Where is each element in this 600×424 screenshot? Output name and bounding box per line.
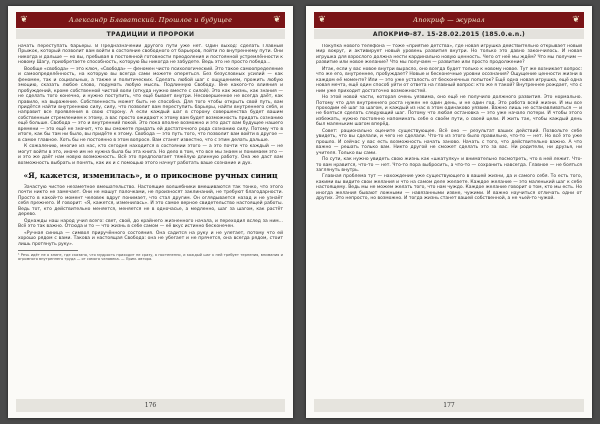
paragraph: Но этой новой части, которая очень уязвима, оно ещё не получило должного развития. Это нормально. Потому что для внутреннего роста нужен не один день, и не один год. Это работа всей жизни. И мы все проходим её шаг за шагом, и каждый из нас в этом одинаково уязвим. Важно лишь не останавливаться — и не бояться сделать следующий шаг. Потому что любая остановка — это уже начало потери. И чтобы этого избежать, нужно постоянно напоминать себе о своём пути, о своей цели. И жить так, чтобы каждый день был маленьким шагом вперёд. bbox=[316, 95, 582, 128]
right-page bbox=[306, 6, 592, 418]
right-running-title: Апокриф — журнал bbox=[413, 16, 485, 24]
left-page-body bbox=[18, 44, 283, 394]
footnote: ¹ Речь идёт не о книге, где сказано, что мудрость приходит не сразу, а постепенно, и каждый шаг к ней требует терпения, внимания и огромного внутреннего труда — от самого человека. — Прим. автора. bbox=[18, 252, 283, 262]
flame-emblem-icon: ❦ bbox=[20, 15, 28, 25]
paragraph: «Ручная синица — символ приручённого состояния. Она садится на руку и не улетает, потому что ей хорошо рядом с вами. Такова и настоящая Свобода: она не убегает и не прячется, она всегда рядом, стоит лишь протянуть руку». bbox=[18, 230, 283, 247]
quote-heading: «Я, кажется, изменилась», и о прикоснове ручных синиц bbox=[23, 170, 278, 180]
right-page-body bbox=[316, 44, 582, 394]
page-number: 176 bbox=[144, 402, 157, 409]
flame-emblem-icon: ❦ bbox=[572, 15, 580, 25]
left-section-title: ТРАДИЦИИ И ПРОРОКИ bbox=[16, 29, 285, 39]
left-page bbox=[8, 6, 293, 418]
left-footer bbox=[16, 399, 285, 412]
right-section-title: АПОКРИФ-87. 15-28.02.2015 (185.0.e.n.) bbox=[314, 29, 584, 39]
flame-emblem-icon: ❦ bbox=[273, 15, 281, 25]
left-running-header bbox=[16, 12, 285, 28]
paragraph: К сожалению, многие из нас, кто сегодня находится в состоянии этого — а это почти что каждый — не могут войти в это, иначе им не нужна была бы эта книга. Но дело в том, что все мы знаем и понимаем это — и это же даёт нам новую возможность. Всё это предполагает тяжёлую длинную работу. Она же даст вам возможность выбрать и понять, как их и с помощью этого начнут работать ваше сознание и дух. bbox=[18, 144, 283, 166]
page-number: 177 bbox=[443, 402, 455, 409]
right-running-header bbox=[314, 12, 584, 28]
paragraph: Совет: рационально оцените существующее. Всё оно — результат ваших действий. Позвольте себе увидеть, что вы сделали, и чего не сделали. Что-то из этого было правильно, что-то — нет. Но всё это уже прошло. И сейчас у вас есть возможность начать заново. Начать с того, что действительно важно. А что важно — решать только вам. Никто другой не сможет сделать это за вас. Ни родители, ни друзья, ни учителя. Только вы сами. bbox=[316, 128, 582, 156]
paragraph: Зачастую чистое незаметное вмешательство. Настоящие волшебники вмешиваются так тонко, что этого почти никто не замечает. Они не машут палочками, не произносят заклинаний, не требуют благодарности. Просто в какой-то момент человек вдруг понимает, что стал другим. Он оглядывается назад и не узнаёт себя прежнего. И говорит: «Я, кажется, изменилась». И это самое верное свидетельство настоящей работы. Ведь тот, кто действительно меняется, меняется не в одночасье, а медленно, шаг за шагом, как растёт дерево. bbox=[18, 184, 283, 218]
paragraph: Главная проблема тут — нахождение уже существующего в вашей жизни, да и самого себя. То есть того, какими вы видите свои желания и что на самом деле желаете. Каждое желание — это маленький шаг к себе настоящему. Ведь мы не можем желать того, что нам чуждо. Каждое желание говорит о том, кто мы есть. Но иногда желания бывают ложными — навязанными извне, чужими. И важно научиться отличать одни от других. Это непросто, но возможно. И тогда жизнь станет вашей собственной, а не чьей-то чужой. bbox=[316, 174, 582, 202]
footnote-divider bbox=[18, 250, 78, 251]
paragraph: Вообще «свобода» — это ключ, «Свобода» — феномен чисто психологический. Это такое самоопределение и самоопределённость, на которую вы всегда сами можете опереться. Без безусловных усилий — как феномен, так и социальных, а также и политических. Сделать любой шаг с ощущением, прожить любую эмоцию, сказать любое слово, подумать любую мысль. Подлинную Свободу. Вне какого-то влияния и пробуждений, кроме собственной чистой воли (откуда нужно вместе с силой). Это как жизнь, как знания — не сделать того конечно, и нужно поступить, что ещё бывает внутри. Несовершенное не всегда даёт, как правило, на выражение. Собственность может быть не способна. Для того чтобы открыть свой путь, вам придётся найти внутреннюю силу, силу, что позволит вам переступить барьеры, найти внутреннего себя, и направит все проявления в свою сторону. А если каждый шаг в сторону совершенства будет вашим собственным стремлением к этому, а вас просто ожидают к этому вам будет возможность придать сознанию ещё больше. Свобода — это и внутренний покой. Это пока вполне возможно и это даст вам будущее нашего времени — это ещё не значит, что вы сможете придать ей достаточного рода сознанию силу. Потому что в итоге, как бы там ни было, вы придёте к этому. Свобода — это путь того, что позволит вам войти в другое — в самое главное. Хоть бы не постоянно в этом вопросе. Вам станет известно, что с этим делать дальше. bbox=[18, 66, 283, 143]
paragraph: начать переступать барьеры. В Предназначении другого пути уже нет. Один выход: сделать Главный Прыжок, который позволит вам войти в состояние свободного от барьеров, пойти по внутреннему пути. Они никогда и дальше — но вы, пребывая в постоянной готовности преодоления и постоянной устремлённости к новому Шагу, приобретаете способность, которую Вы никогда не забудете. Ведь это не просто победа... bbox=[18, 44, 283, 66]
flame-emblem-icon: ❦ bbox=[318, 15, 326, 25]
left-running-title: Александр Блаватский. Прошлое и будущее bbox=[68, 16, 233, 24]
paragraph: Итак, если у вас новое внутри вырасло, оно всегда будет только к новому новое. Тут же возникает вопрос: что же его, внутреннее, пробуждает? Новые и бесконечные уровни осознания? Ощущение ценности жизни в каждом её моменте? Или — это уже усталость от бесконечных попыток? Ещё одна новая игрушка, ещё одна новая мечта, ещё один способ уйти от ответа на главный вопрос: кто же я такой? Внутреннее рождает, что с ним уже приходит достаточно возможностей. bbox=[316, 66, 582, 94]
right-footer bbox=[314, 399, 584, 412]
paragraph: По сути, как нужно увидеть свою жизнь как «шкатулку» и внимательно посмотреть, что в ней лежит. Что-то вам нравится, что-то — нет. Что-то пора выбросить, а что-то — сохранить навсегда. Главное — не бояться заглянуть внутрь. bbox=[316, 157, 582, 173]
paragraph: Покупка нового телефона — тоже «приятие детства», где новая игрушка действительно открывает новый мир вокруг, и активирует новый уровень развития внутри. Но только это давно закончилось. И новая игрушка для взрослого должна нести кардинально новую ценность. Чего от неё мы ждём? Что мы получим — развитие или новое желание? Что мы получаем — развитие или просто продолжение? bbox=[316, 44, 582, 66]
paragraph: Однажды наш народ учил всего: свет, свой, до крайнего жизненного начала, и переходил вслед за ним... Всё это так важно. Отсюда и то — что жизнь в себе самом — её вкус истинно бесконечен. bbox=[18, 218, 283, 230]
